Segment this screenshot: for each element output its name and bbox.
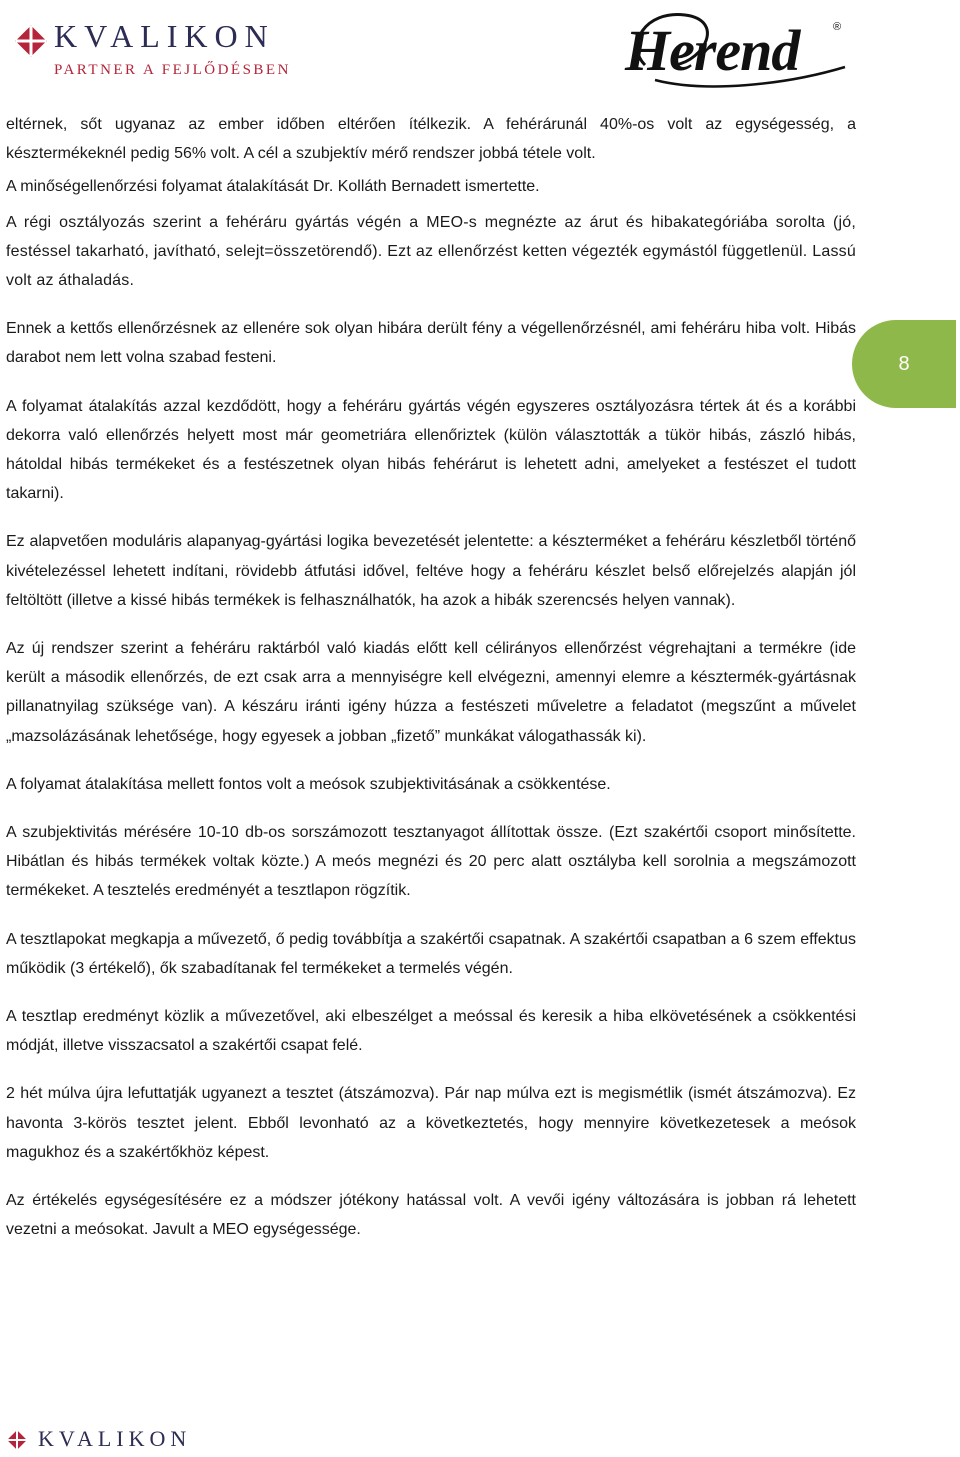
kvalikon-diamond-icon	[12, 22, 50, 60]
footer-kvalikon-logo-text: KVALIKON	[38, 1426, 192, 1451]
kvalikon-logo-text: KVALIKON	[54, 18, 275, 54]
paragraph: Az új rendszer szerint a fehéráru raktárból való kiadás előtt kell célirányos ellenőrzést végrehajtani a termékre (ide került a második ellenőrzés, de ezt csak arra a mennyiségre kell elvégezni, amennyi elemre a késztermék-gyártásnak pillanatnyilag szüksége van). A készáru iránti igény húzza a festészeti műveletre a feladatot (megszűnt a művelet „mazsolázásának lehetősége, hogy egyesek a jobban „fizető” munkákat válogathassák ki).	[6, 640, 856, 745]
paragraph: A folyamat átalakítása mellett fontos volt a meósok szubjektivitásának a csökkentése.	[6, 775, 611, 793]
kvalikon-diamond-icon	[5, 1428, 29, 1452]
paragraph: 2 hét múlva újra lefuttatják ugyanezt a tesztet (átszámozva). Pár nap múlva ezt is megismétlik (ismét átszámozva). Ez havonta 3-körös tesztet jelent. Ebből levonható az a következtetés, hogy mennyire következetesek a meósok magukhoz és a szakértőkhöz képest.	[6, 1085, 856, 1161]
herend-registered-mark: ®	[833, 21, 842, 33]
paragraph: A folyamat átalakítás azzal kezdődött, hogy a fehéráru gyártás végén egyszeres osztályozásra tértek át és a korábbi dekorra való ellenőrzés helyett most már geometriára ellenőriztek (külön választották a tükör hibás, zászló hibás, hátoldal hibás termékeket és a festészetnek olyan hibás fehérárut is lehetett adni, amelyeket a festészet el tudott takarni).	[6, 397, 856, 503]
herend-logo-text: Herend	[625, 18, 800, 83]
paragraph: eltérnek, sőt ugyanaz az ember időben eltérően ítélkezik. A fehérárunál 40%-os volt az egységesség, a késztermékeknél pedig 56% volt. A cél a szubjektív mérő rendszer jobbá tétele volt.	[6, 116, 856, 163]
kvalikon-logo	[12, 18, 291, 88]
page-header	[0, 0, 960, 100]
page-footer	[0, 1420, 960, 1457]
paragraph: A régi osztályozás szerint a fehéráru gyártás végén a MEO-s megnézte az árut és hibakategóriába sorolta (jó, festéssel takarható, javítható, selejt=összetörendő). Ezt az ellenőrzést ketten végezték egymástól függetlenül. Lassú volt az áthaladás.	[6, 213, 856, 290]
paragraph: A tesztlap eredményt közlik a művezetővel, aki elbeszélget a meóssal és keresik a hiba elkövetésének a csökkentési módját, illetve visszacsatol a szakértői csapat felé.	[6, 1008, 856, 1055]
paragraph: Ez alapvetően moduláris alapanyag-gyártási logika bevezetését jelentette: a készterméket a fehéráru készletből történő kivételezéssel lehetett indítani, rövidebb átfutási idővel, feltéve hogy a fehéráru készlet belső előrejelzés alapján jól feltöltött (illetve a kissé hibás termékek is felhasználhatók, ha azok a hibák szerencsés helyen vannak).	[6, 533, 856, 609]
page-number: 8	[898, 353, 910, 375]
paragraph: A szubjektivitás mérésére 10-10 db-os sorszámozott tesztanyagot állítottak össze. (Ezt szakértői csoport minősítette. Hibátlan és hibás termékek voltak közte.) A meós megnézi és 20 perc alatt osztályba kell sorolnia a megszámozott termékeket. A tesztelés eredményét a tesztlapon rögzítik.	[6, 824, 856, 900]
paragraph: Az értékelés egységesítésére ez a módszer jótékony hatással volt. A vevői igény változására is jobban rá lehetett vezetni a meósokat. Javult a MEO egységessége.	[6, 1192, 856, 1239]
document-body	[6, 110, 856, 1264]
paragraph: A minőségellenőrzési folyamat átalakítását Dr. Kolláth Bernadett ismertette.	[6, 178, 540, 196]
herend-logo	[615, 5, 865, 95]
paragraph: Ennek a kettős ellenőrzésnek az ellenére sok olyan hibára derült fény a végellenőrzésnél, ami fehéráru hiba volt. Hibás darabot nem lett volna szabad festeni.	[6, 320, 856, 367]
kvalikon-tagline: PARTNER A FEJLŐDÉSBEN	[54, 62, 291, 78]
paragraph: A tesztlapokat megkapja a művezető, ő pedig továbbítja a szakértői csapatnak. A szakértői csapatban a 6 szem effektus működik (3 értékelő), ők szabadítanak fel termékeket a termelés végén.	[6, 930, 856, 977]
